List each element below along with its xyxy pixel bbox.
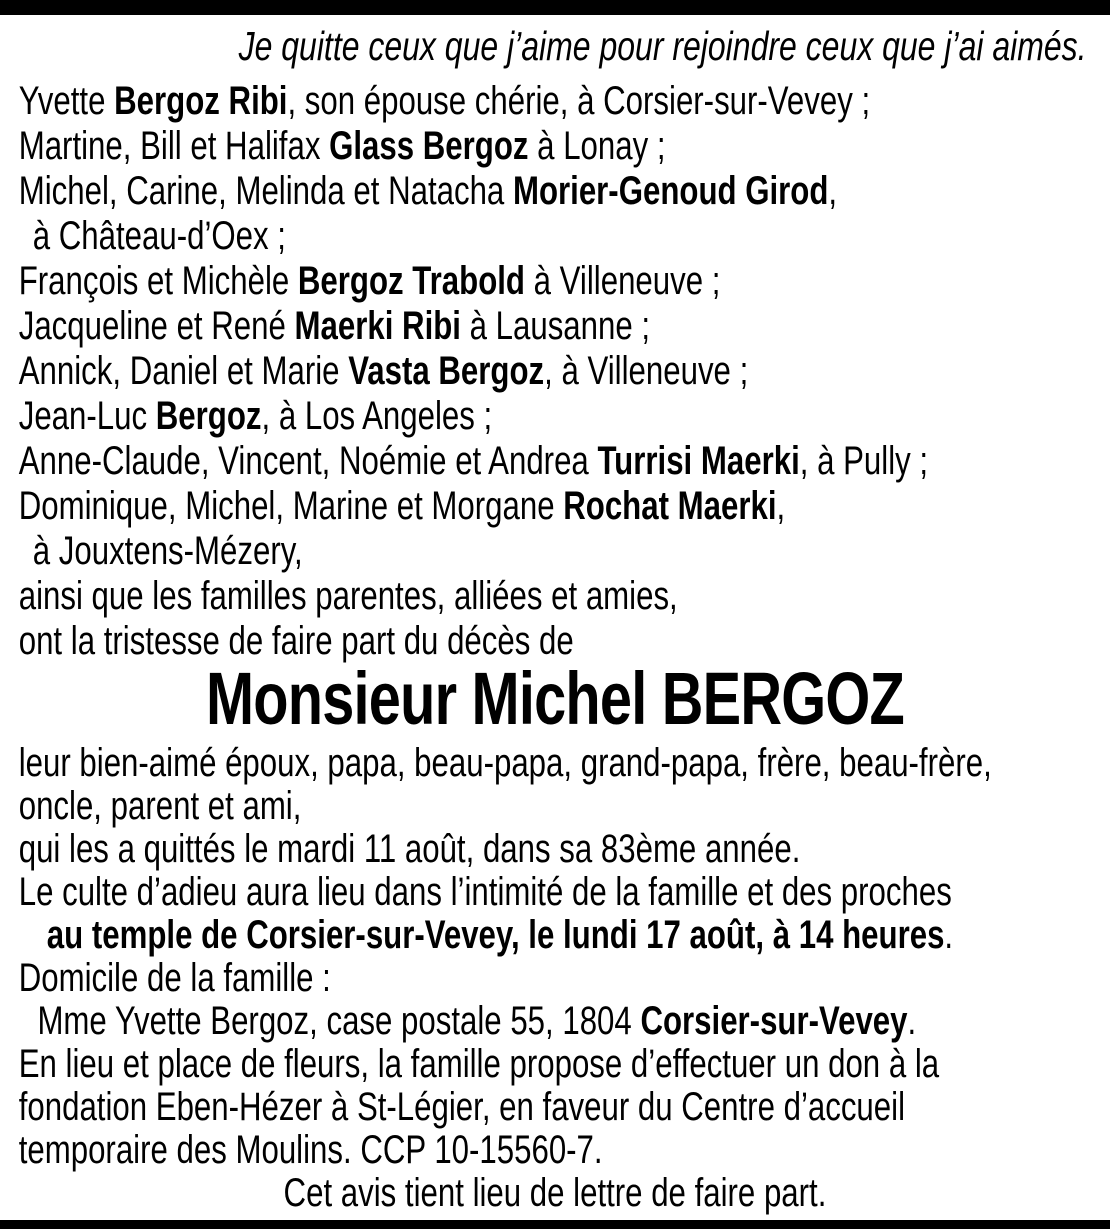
family-name-bold: Maerki Ribi <box>294 304 461 348</box>
detail-line-text: . <box>944 913 954 957</box>
detail-line-text: En lieu et place de fleurs, la famille propose d’effectuer un don à la <box>18 1042 940 1086</box>
detail-line-text: fondation Eben-Hézer à St-Légier, en faveur du Centre d’accueil <box>18 1085 905 1129</box>
family-line <box>0 394 1110 439</box>
family-name-bold: Vasta Bergoz <box>348 349 545 393</box>
family-line-text: à Château-d’Oex ; <box>32 214 286 258</box>
family-line-text: François et Michèle <box>18 259 298 303</box>
family-line-text: , <box>776 484 786 528</box>
top-border-rule <box>0 0 1110 15</box>
detail-line-text: Domicile de la famille : <box>18 956 331 1000</box>
ceremony-line <box>0 914 1110 957</box>
family-line-text: ont la tristesse de faire part du décès de <box>18 619 574 663</box>
family-line-text: , à Pully ; <box>799 439 929 483</box>
family-name-bold: Morier-Genoud Girod <box>512 169 829 213</box>
deceased-name: Monsieur Michel BERGOZ <box>205 657 904 740</box>
family-line <box>0 439 1110 484</box>
family-line <box>0 529 1110 574</box>
family-line-text: à Villeneuve ; <box>524 259 721 303</box>
family-line <box>0 214 1110 259</box>
notice-content <box>0 15 1110 1215</box>
family-line-text: , son épouse chérie, à Corsier-sur-Vevey ; <box>287 79 871 123</box>
detail-line-text: Mme Yvette Bergoz, case postale 55, 1804 <box>37 999 641 1043</box>
family-name-bold: Glass Bergoz <box>329 124 529 168</box>
bottom-border-rule <box>0 1220 1110 1229</box>
detail-line <box>0 1129 1110 1172</box>
detail-line <box>0 1086 1110 1129</box>
family-line-text: Jean-Luc <box>18 394 156 438</box>
detail-line-text: oncle, parent et ami, <box>18 784 302 828</box>
family-line <box>0 484 1110 529</box>
family-line-text: , <box>828 169 838 213</box>
family-line-text: à Lonay ; <box>528 124 666 168</box>
family-name-bold: Bergoz Trabold <box>297 259 525 303</box>
detail-line <box>0 742 1110 785</box>
family-line <box>0 169 1110 214</box>
detail-line <box>0 785 1110 828</box>
family-line <box>0 304 1110 349</box>
family-line-text: Yvette <box>18 79 115 123</box>
family-line <box>0 259 1110 304</box>
detail-line <box>0 828 1110 871</box>
address-bold: Corsier-sur-Vevey <box>640 999 908 1043</box>
family-line-text: ainsi que les familles parentes, alliées et amies, <box>18 574 678 618</box>
family-line-text: Annick, Daniel et Marie <box>18 349 349 393</box>
family-name-bold: Rochat Maerki <box>563 484 777 528</box>
family-line <box>0 574 1110 619</box>
family-line-text: Dominique, Michel, Marine et Morgane <box>18 484 564 528</box>
family-line <box>0 349 1110 394</box>
ceremony-bold: au temple de Corsier-sur-Vevey, le lundi 17 août, à 14 heures <box>46 913 945 957</box>
family-name-bold: Bergoz <box>155 394 262 438</box>
detail-line-text: . <box>907 999 917 1043</box>
family-name-bold: Bergoz Ribi <box>114 79 288 123</box>
closing-line <box>0 1172 1110 1215</box>
address-line <box>0 1000 1110 1043</box>
detail-line-text: qui les a quittés le mardi 11 août, dans sa 83ème année. <box>18 827 801 871</box>
family-name-bold: Turrisi Maerki <box>597 439 800 483</box>
family-line-text: à Lausanne ; <box>460 304 651 348</box>
family-line <box>0 124 1110 169</box>
detail-line-text: leur bien-aimé époux, papa, beau-papa, grand-papa, frère, beau-frère, <box>18 741 992 785</box>
family-line <box>0 79 1110 124</box>
detail-line <box>0 957 1110 1000</box>
family-line-text: à Jouxtens-Mézery, <box>32 529 303 573</box>
detail-line <box>0 871 1110 914</box>
detail-line <box>0 1043 1110 1086</box>
detail-line-text: Cet avis tient lieu de lettre de faire part. <box>283 1171 827 1215</box>
family-line-text: Michel, Carine, Melinda et Natacha <box>18 169 513 213</box>
family-line-text: Martine, Bill et Halifax <box>18 124 330 168</box>
epigraph: Je quitte ceux que j’aime pour rejoindre ceux que j’ai aimés. <box>238 23 1087 69</box>
family-line-text: Anne-Claude, Vincent, Noémie et Andrea <box>18 439 598 483</box>
family-line-text: , à Villeneuve ; <box>544 349 749 393</box>
family-line-text: , à Los Angeles ; <box>261 394 493 438</box>
family-line-text: Jacqueline et René <box>18 304 295 348</box>
family-list <box>0 79 1110 664</box>
notice-details <box>0 742 1110 1215</box>
detail-line-text: Le culte d’adieu aura lieu dans l’intimité de la famille et des proches <box>18 870 952 914</box>
detail-line-text: temporaire des Moulins. CCP 10-15560-7. <box>18 1128 603 1172</box>
